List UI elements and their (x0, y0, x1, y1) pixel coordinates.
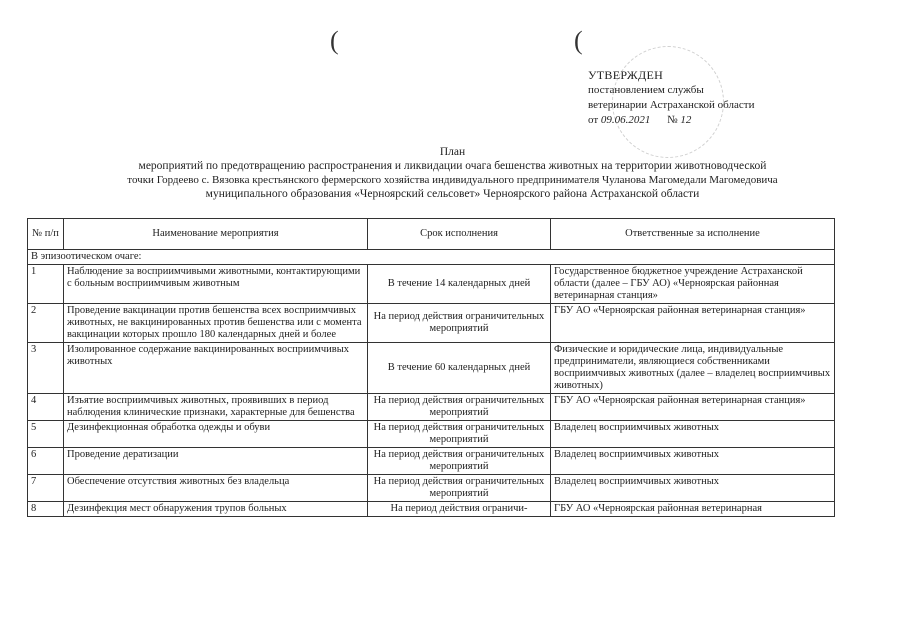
row-resp: ГБУ АО «Черноярская районная ветеринарная станция» (551, 304, 835, 343)
row-num: 7 (28, 475, 64, 502)
number-prefix: № (667, 114, 678, 126)
table-row (28, 304, 835, 343)
row-num: 8 (28, 502, 64, 517)
row-name: Изолированное содержание вакцинированных восприимчивых животных (64, 343, 368, 394)
table-row (28, 265, 835, 304)
measures-table (27, 218, 835, 517)
row-term: На период действия ограничительных мероприятий (368, 448, 551, 475)
table-row (28, 421, 835, 448)
row-resp: Государственное бюджетное учреждение Астраханской области (далее – ГБУ АО) «Черноярская районная ветеринарная станция» (551, 265, 835, 304)
row-resp: Физические и юридические лица, индивидуальные предприниматели, являющиеся собственниками восприимчивых животных (далее – владелец восприимчивых животных) (551, 343, 835, 394)
header-num: № п/п (28, 219, 64, 250)
row-name: Изъятие восприимчивых животных, проявивших в период наблюдения клинические признаки, характерные для бешенства (64, 394, 368, 421)
table-row (28, 502, 835, 517)
row-resp: Владелец восприимчивых животных (551, 475, 835, 502)
approved-label: УТВЕРЖДЕН (588, 68, 664, 82)
header-term: Срок исполнения (368, 219, 551, 250)
approval-number: 12 (680, 114, 692, 126)
approval-date: 09.06.2021 (600, 114, 651, 126)
approval-date-line (588, 113, 754, 128)
row-name: Проведение вакцинации против бешенства всех восприимчивых животных, не вакцинированных против бешенства или с момента вакцинации которых прошло 180 календарных дней и более (64, 304, 368, 343)
section-label: В эпизоотическом очаге: (28, 250, 835, 265)
table-row (28, 343, 835, 394)
row-term: На период действия ограничительных мероприятий (368, 304, 551, 343)
approved-by: постановлением службы (588, 84, 704, 96)
table-row (28, 394, 835, 421)
table-row (28, 475, 835, 502)
row-resp: Владелец восприимчивых животных (551, 421, 835, 448)
doc-title-line3: точки Гордеево с. Вязовка крестьянского фермерского хозяйства индивидуального предпринимателя Чуланова Магомедали Магомедовича (127, 174, 778, 186)
row-name: Дезинфекционная обработка одежды и обуви (64, 421, 368, 448)
row-num: 3 (28, 343, 64, 394)
header-name: Наименование мероприятия (64, 219, 368, 250)
row-resp: ГБУ АО «Черноярская районная ветеринарная (551, 502, 835, 517)
row-name: Обеспечение отсутствия животных без владельца (64, 475, 368, 502)
row-name: Проведение дератизации (64, 448, 368, 475)
row-num: 5 (28, 421, 64, 448)
row-term: На период действия ограничительных мероприятий (368, 475, 551, 502)
row-name: Наблюдение за восприимчивыми животными, контактирующими с больным восприимчивым животным (64, 265, 368, 304)
row-num: 4 (28, 394, 64, 421)
section-row (28, 250, 835, 265)
table-header-row (28, 219, 835, 250)
row-num: 6 (28, 448, 64, 475)
approval-block (588, 68, 754, 128)
scan-mark-left: ( (330, 26, 339, 55)
row-num: 2 (28, 304, 64, 343)
date-prefix: от (588, 114, 599, 126)
doc-title-line4: муниципального образования «Черноярский сельсовет» Черноярского района Астраханской области (205, 188, 700, 200)
header-resp: Ответственные за исполнение (551, 219, 835, 250)
doc-title-line2: мероприятий по предотвращению распространения и ликвидации очага бешенства животных на территории животноводческой (138, 160, 767, 172)
row-resp: Владелец восприимчивых животных (551, 448, 835, 475)
row-name: Дезинфекция мест обнаружения трупов больных (64, 502, 368, 517)
row-term: На период действия ограничительных мероприятий (368, 394, 551, 421)
row-term: На период действия ограничительных мероприятий (368, 421, 551, 448)
row-term: В течение 60 календарных дней (368, 343, 551, 394)
table-row (28, 448, 835, 475)
scan-mark-right: ( (574, 26, 583, 55)
agency-name: ветеринарии Астраханской области (588, 99, 755, 111)
row-resp: ГБУ АО «Черноярская районная ветеринарная станция» (551, 394, 835, 421)
row-term: В течение 14 календарных дней (368, 265, 551, 304)
row-num: 1 (28, 265, 64, 304)
row-term: На период действия ограничи- (368, 502, 551, 517)
doc-title: План (439, 146, 466, 158)
